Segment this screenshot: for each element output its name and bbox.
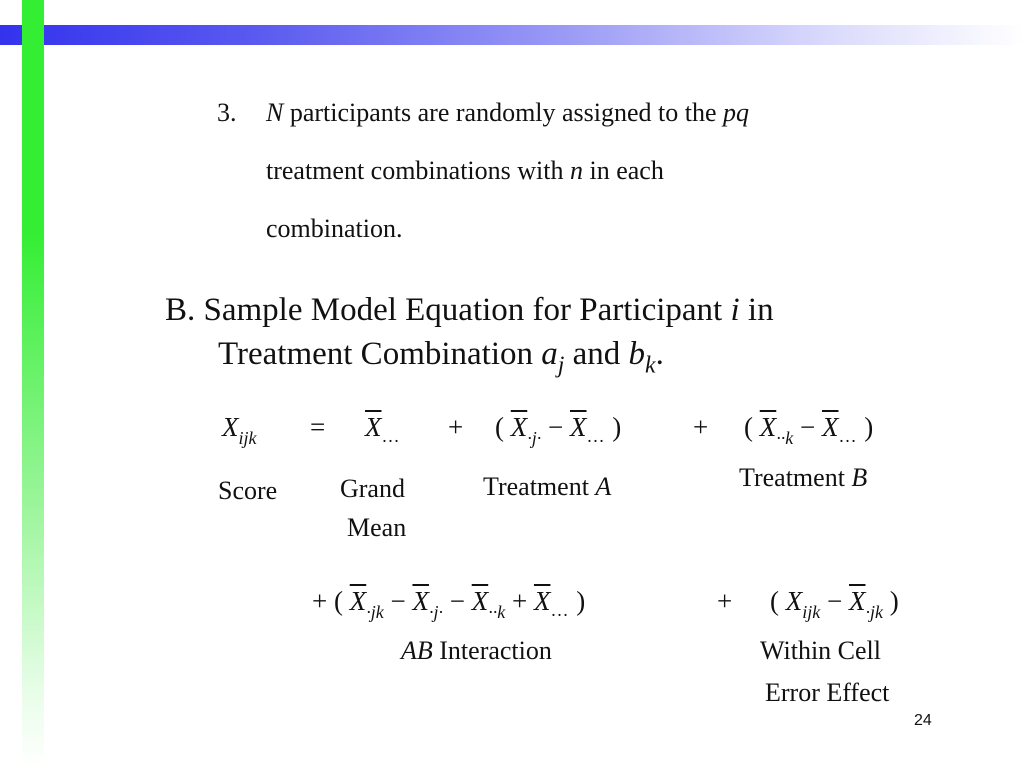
label-mean: Mean bbox=[347, 513, 407, 542]
top-accent-bar bbox=[0, 25, 1024, 45]
list-number: 3. bbox=[217, 98, 237, 127]
section-line-1-text: B. Sample Model Equation for Participant bbox=[165, 292, 731, 328]
page-number: 24 bbox=[914, 712, 932, 729]
list-line-1 bbox=[266, 98, 749, 128]
equation-term-error: ( $X_{ijk} - \overline{X}_{\cdot jk}$ ) bbox=[770, 586, 899, 622]
var-a-sub: j bbox=[557, 352, 565, 379]
section-line-2 bbox=[165, 332, 774, 387]
var-n: n bbox=[570, 156, 583, 185]
var-b-sub: k bbox=[645, 352, 656, 379]
var-pq: pq bbox=[723, 98, 750, 127]
label-treatment-a bbox=[483, 472, 611, 502]
label-ab-interaction bbox=[401, 636, 552, 666]
label-treatment-b bbox=[739, 463, 867, 493]
var-a: a bbox=[541, 336, 558, 372]
label-grand: Grand bbox=[340, 474, 405, 503]
section-and: and bbox=[564, 336, 629, 372]
section-period: . bbox=[655, 336, 664, 372]
equation-plus-1: + bbox=[448, 412, 464, 442]
list-line-3: combination. bbox=[266, 214, 403, 243]
label-ab-var: AB bbox=[401, 636, 433, 665]
equation-term-score: $X_{ijk}$ bbox=[222, 412, 257, 448]
var-i: i bbox=[730, 292, 740, 328]
list-line-2-tail: in each bbox=[583, 156, 664, 185]
equation-plus-2: + bbox=[693, 412, 709, 442]
equation-equals: = bbox=[310, 412, 326, 442]
section-line-1 bbox=[165, 292, 774, 328]
section-line-2-text: Treatment Combination bbox=[218, 336, 542, 372]
label-error-effect: Error Effect bbox=[765, 678, 890, 707]
equation-term-treatment-a: ( $\overline{X}_{\cdot j\cdot} - \overline{X}_\dots$ ) bbox=[495, 412, 622, 448]
label-treatment-b-var: B bbox=[851, 463, 868, 492]
label-within-cell: Within Cell bbox=[760, 636, 881, 665]
var-N: N bbox=[266, 98, 284, 127]
label-treatment-a-text: Treatment bbox=[483, 472, 596, 501]
list-line-2-text: treatment combinations with bbox=[266, 156, 570, 185]
list-line-1-text: participants are randomly assigned to the bbox=[283, 98, 724, 127]
equation-term-ab-interaction: + ( $\overline{X}_{\cdot jk} - \overline{X}_{\cdot j\cdot} - \overline{X}_{\cdot\cdot k} + \overline{X}_\dots$ ) bbox=[312, 586, 586, 622]
section-line-1-tail: in bbox=[739, 292, 774, 328]
section-heading bbox=[165, 288, 774, 387]
label-score: Score bbox=[218, 476, 278, 505]
list-line-2 bbox=[266, 156, 664, 186]
label-treatment-b-text: Treatment bbox=[739, 463, 852, 492]
equation-term-grand-mean: $\overline{X}_\dots$ bbox=[365, 412, 401, 446]
var-b: b bbox=[628, 336, 646, 372]
label-interaction-text: Interaction bbox=[432, 636, 552, 665]
label-treatment-a-var: A bbox=[595, 472, 612, 501]
equation-plus-3: + bbox=[717, 586, 733, 616]
equation-term-treatment-b: ( $\overline{X}_{\cdot\cdot k} - \overline{X}_\dots$ ) bbox=[744, 412, 874, 448]
side-accent-bar bbox=[22, 0, 44, 768]
